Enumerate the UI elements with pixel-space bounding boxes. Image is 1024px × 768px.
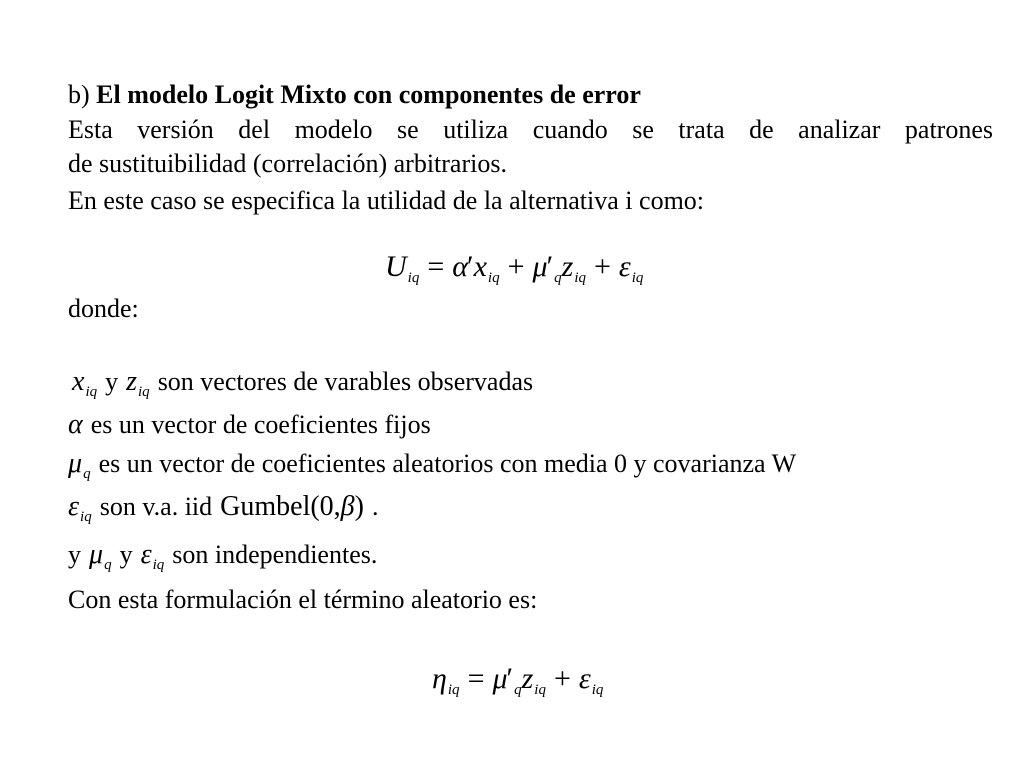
- def5-epsilon: ε: [140, 539, 152, 570]
- eq2-eta: η: [432, 662, 447, 695]
- def1-z: z: [126, 366, 138, 397]
- eq1-mu-prime: ′: [546, 250, 554, 283]
- definition-x-z: [72, 367, 533, 401]
- def4-epsilon-sub: iq: [80, 509, 92, 525]
- eq2-epsilon-sub: iq: [591, 682, 604, 698]
- def4-beta: β: [340, 491, 355, 522]
- eq2-z-sub: iq: [534, 682, 546, 698]
- eq2-mu-prime: ′: [506, 662, 514, 695]
- eq2-z: z: [521, 662, 534, 695]
- eq1-mu-sub: q: [554, 270, 562, 286]
- eq2-mu-sub: q: [514, 682, 522, 698]
- eq1-epsilon: ε: [618, 250, 631, 283]
- paragraph-1-line-1: Esta versión del modelo se utiliza cuando se trata de analizar patrones: [68, 115, 993, 144]
- definition-mu: [68, 449, 796, 483]
- eq2-mu: μ: [492, 662, 508, 695]
- utility-equation: [385, 250, 643, 289]
- def4-gumbel: Gumbel(0,: [220, 491, 341, 522]
- donde-label: donde:: [68, 294, 139, 323]
- paragraph-1-line-2: de sustituibilidad (correlación) arbitrarios.: [68, 149, 507, 178]
- paragraph-3: Con esta formulación el término aleatorio es:: [68, 585, 538, 614]
- definition-alpha: [68, 410, 431, 440]
- def1-y: y: [105, 367, 119, 396]
- eq1-U-sub: iq: [407, 270, 420, 286]
- eq1-z: z: [561, 250, 574, 283]
- def4-epsilon: ε: [68, 491, 80, 522]
- def1-x-sub: iq: [85, 384, 98, 400]
- eq1-plus-2: +: [593, 250, 611, 283]
- eq1-epsilon-sub: iq: [631, 270, 644, 286]
- def4-text: son v.a. iid: [99, 492, 213, 521]
- heading-title: El modelo Logit Mixto con componentes de error: [96, 80, 641, 109]
- def5-mu: μ: [89, 539, 104, 570]
- def3-mu: μ: [68, 448, 83, 479]
- definition-independence: [68, 540, 377, 574]
- eq1-alpha: α: [452, 250, 469, 283]
- eq1-z-sub: iq: [574, 270, 586, 286]
- def5-y-1: y: [68, 540, 81, 569]
- definition-epsilon: [68, 492, 378, 526]
- paragraph-2: En este caso se especifica la utilidad de la alternativa i como:: [68, 186, 705, 215]
- eq1-U: U: [385, 250, 407, 283]
- eq1-equals: =: [427, 250, 445, 283]
- eq2-epsilon: ε: [578, 662, 591, 695]
- def3-text: es un vector de coeficientes aleatorios con media 0 y covarianza W: [98, 449, 797, 478]
- def3-mu-sub: q: [83, 466, 91, 482]
- eq1-plus-1: +: [507, 250, 525, 283]
- def1-z-sub: iq: [138, 384, 150, 400]
- def1-x: x: [72, 366, 85, 397]
- eq2-equals: =: [467, 662, 485, 695]
- def5-y-2: y: [119, 540, 133, 569]
- def2-text: es un vector de coeficientes fijos: [90, 410, 431, 439]
- def4-close: ): [354, 491, 364, 522]
- eq2-plus: +: [553, 662, 571, 695]
- def2-alpha: α: [68, 409, 83, 440]
- def1-text: son vectores de varables observadas: [157, 367, 534, 396]
- heading-prefix: b): [68, 80, 97, 109]
- def5-text: son independientes.: [172, 540, 378, 569]
- section-heading: [68, 80, 641, 110]
- def5-mu-sub: q: [104, 557, 112, 573]
- eq1-alpha-prime: ′: [467, 250, 474, 283]
- def4-period: .: [371, 492, 379, 521]
- eq2-eta-sub: iq: [447, 682, 460, 698]
- eq1-mu: μ: [532, 250, 548, 283]
- eq1-x-sub: iq: [487, 270, 500, 286]
- error-term-equation: [432, 662, 603, 701]
- eq1-x: x: [473, 250, 487, 283]
- def5-epsilon-sub: iq: [152, 557, 165, 573]
